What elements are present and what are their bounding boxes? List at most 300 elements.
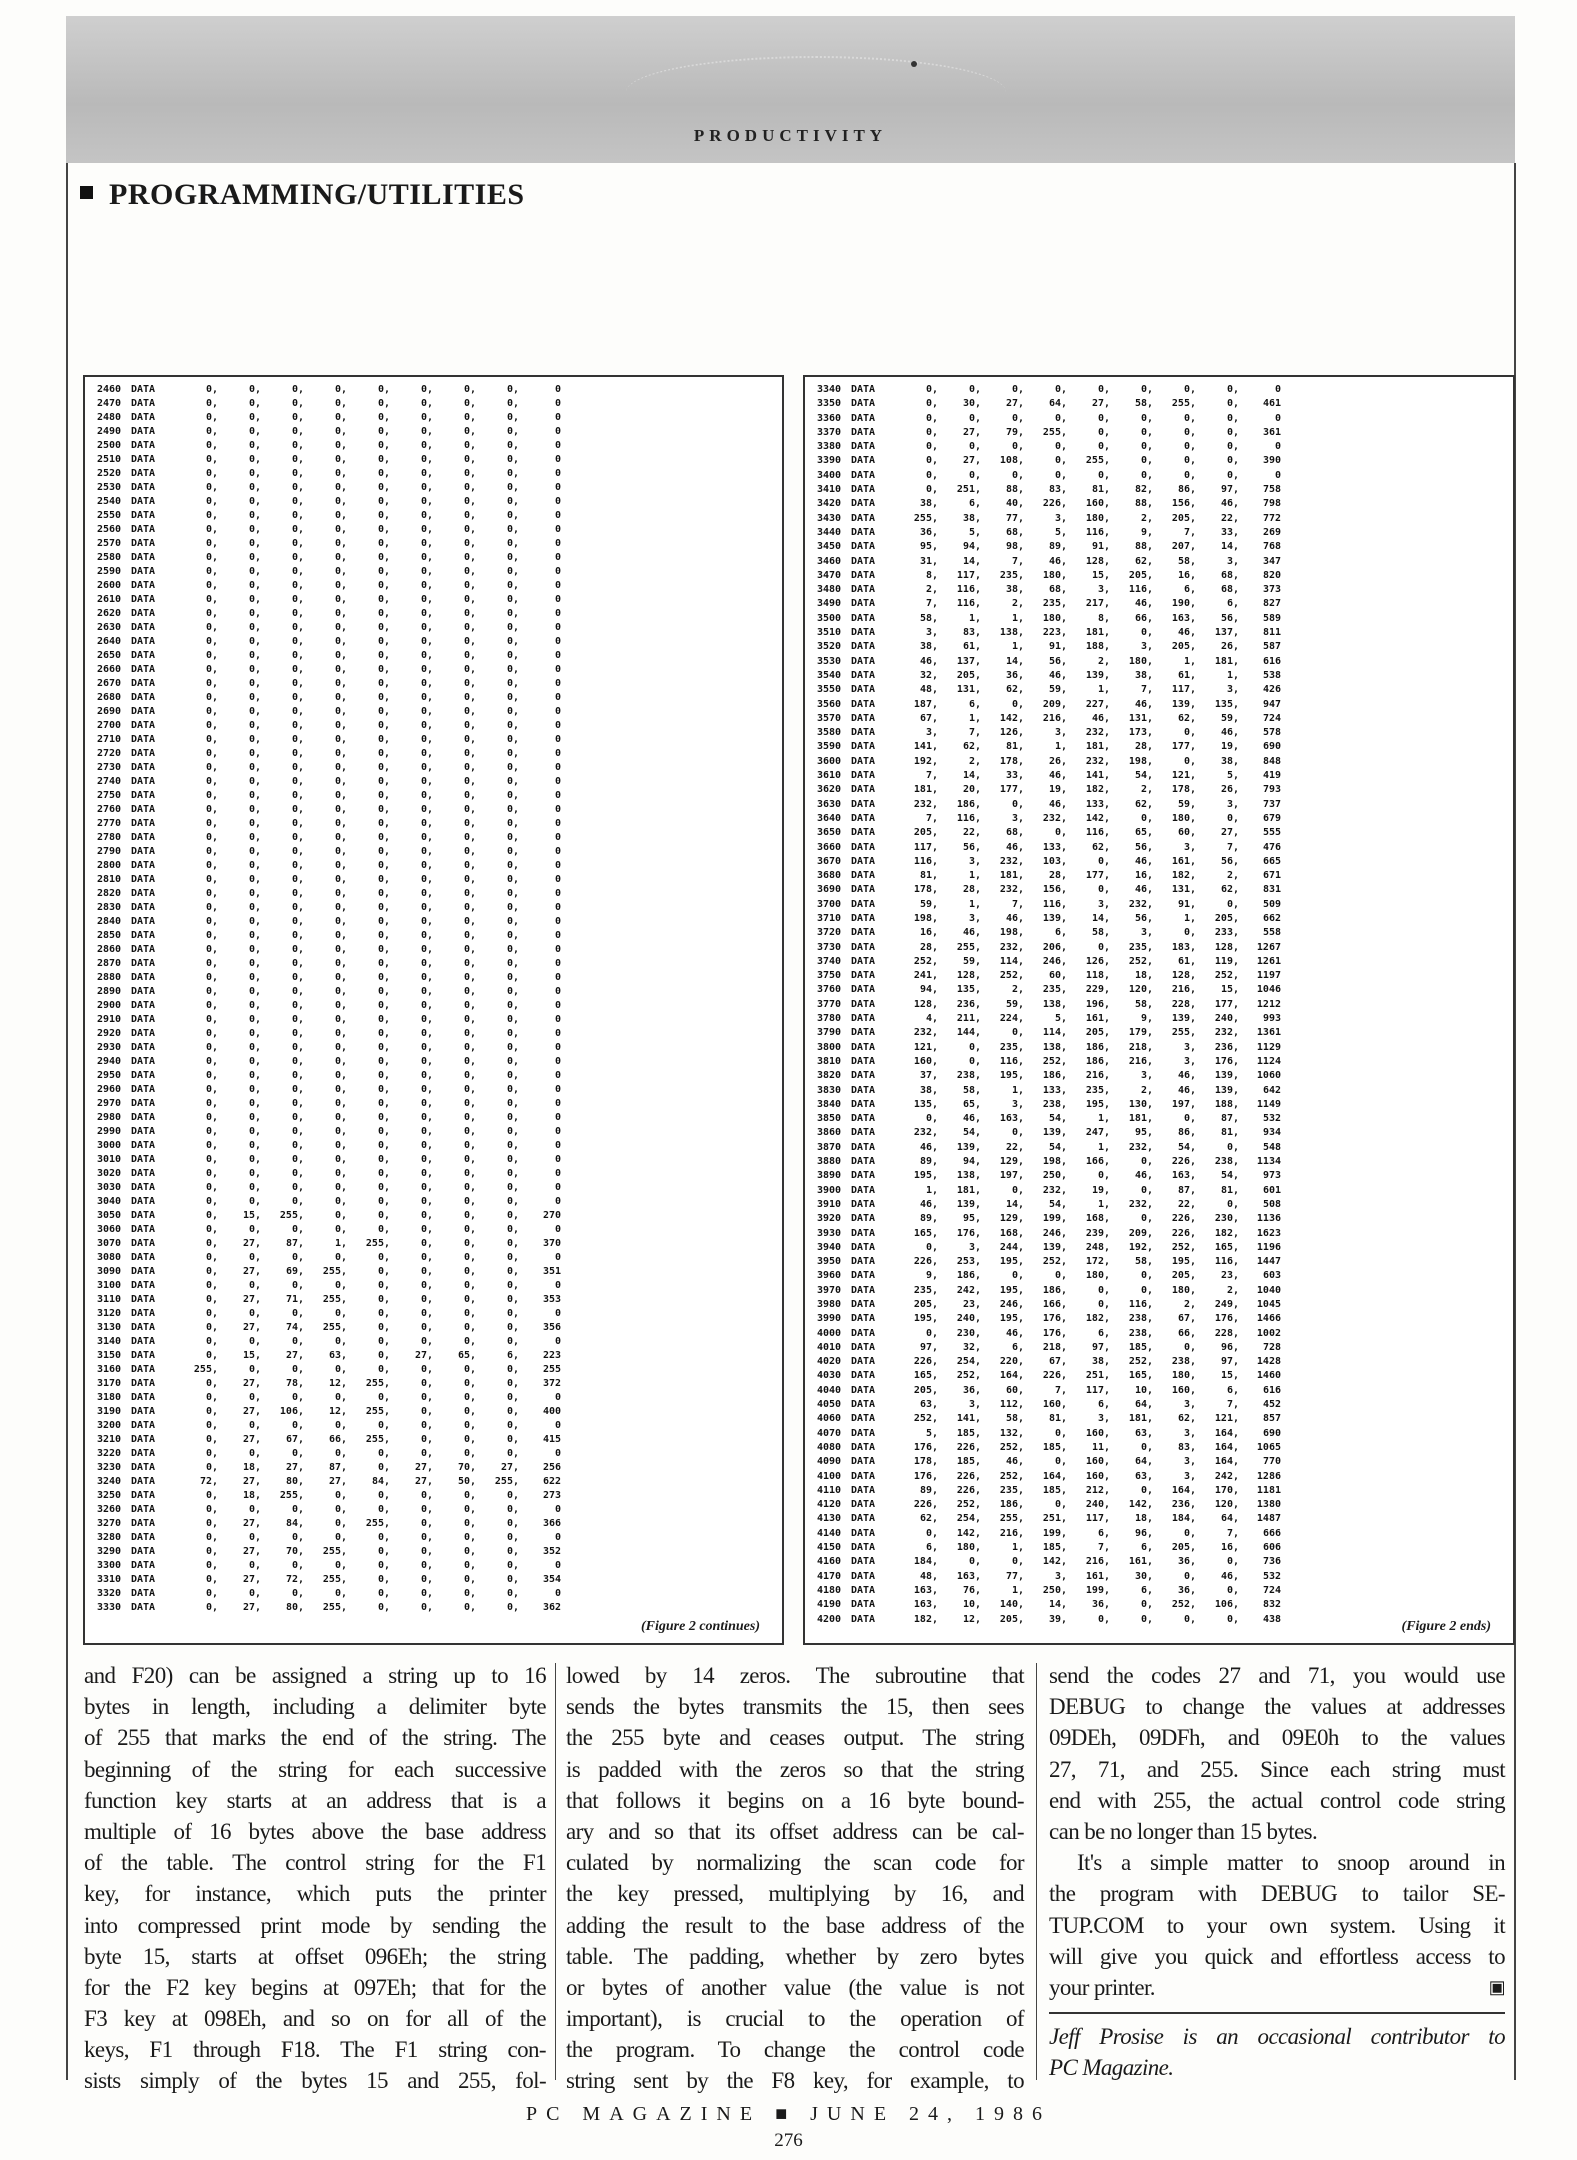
data-keyword: DATA (131, 1168, 156, 1179)
data-byte: 185, (1042, 1484, 1067, 1496)
data-byte: 144, (956, 1027, 981, 1039)
data-byte: 6, (968, 698, 981, 710)
data-byte: 205, (1128, 569, 1153, 581)
data-byte: 0, (205, 538, 218, 549)
checksum: 665 (1262, 855, 1281, 867)
checksum: 538 (1262, 669, 1281, 681)
data-byte: 0, (291, 622, 304, 633)
data-byte: 0, (205, 482, 218, 493)
data-byte: 38, (1005, 584, 1024, 596)
data-byte: 0, (291, 1168, 304, 1179)
listing-row (85, 1545, 782, 1559)
checksum: 772 (1262, 512, 1281, 524)
data-byte: 181, (1085, 741, 1110, 753)
data-byte: 0, (420, 706, 433, 717)
line-number: 3370 (817, 426, 842, 438)
line-number: 3400 (817, 469, 842, 481)
data-byte: 251, (956, 484, 981, 496)
data-byte: 128, (956, 970, 981, 982)
data-byte: 0, (205, 1378, 218, 1389)
data-byte: 46, (962, 1113, 981, 1125)
data-keyword: DATA (131, 1042, 156, 1053)
data-byte: 8, (925, 569, 938, 581)
data-byte: 0, (248, 398, 261, 409)
data-byte: 62, (919, 1513, 938, 1525)
data-keyword: DATA (131, 1210, 156, 1221)
data-byte: 6, (1097, 1327, 1110, 1339)
data-keyword: DATA (131, 1350, 156, 1361)
left-page-rule (66, 163, 68, 2080)
data-byte: 0, (205, 1210, 218, 1221)
data-byte: 116, (999, 1055, 1024, 1067)
data-byte: 176, (1214, 1055, 1239, 1067)
data-byte: 27, (242, 1406, 261, 1417)
data-byte: 0, (463, 566, 476, 577)
data-byte: 0, (248, 692, 261, 703)
data-byte: 3, (968, 1399, 981, 1411)
checksum: 256 (542, 1462, 561, 1473)
data-byte: 5, (925, 1427, 938, 1439)
listing-row (805, 1598, 1513, 1612)
data-keyword: DATA (131, 860, 156, 871)
data-byte: 163, (999, 1113, 1024, 1125)
data-byte: 0, (334, 1392, 347, 1403)
line-number: 2750 (97, 790, 122, 801)
checksum: 372 (542, 1378, 561, 1389)
data-byte: 0, (420, 762, 433, 773)
data-byte: 74, (285, 1322, 304, 1333)
data-keyword: DATA (851, 512, 876, 524)
listing-row (85, 929, 782, 943)
data-byte: 117, (1171, 684, 1196, 696)
data-byte: 0, (248, 1028, 261, 1039)
data-byte: 176, (913, 1441, 938, 1453)
data-byte: 0, (506, 804, 519, 815)
data-byte: 0, (248, 650, 261, 661)
text-line: 27, 71, and 255. Since each string must (1049, 1756, 1505, 1782)
data-byte: 81, (1220, 1184, 1239, 1196)
data-byte: 0, (420, 986, 433, 997)
data-byte: 0, (291, 902, 304, 913)
data-byte: 0, (1140, 1184, 1153, 1196)
data-byte: 82, (1134, 484, 1153, 496)
line-number: 3200 (97, 1420, 122, 1431)
data-byte: 0, (291, 482, 304, 493)
data-byte: 216, (1171, 984, 1196, 996)
data-byte: 0, (205, 1532, 218, 1543)
listing-row (805, 583, 1513, 597)
data-byte: 0, (463, 1224, 476, 1235)
data-byte: 0, (205, 832, 218, 843)
listing-row (85, 859, 782, 873)
data-byte: 0, (420, 384, 433, 395)
listing-row (85, 1027, 782, 1041)
data-byte: 12, (328, 1378, 347, 1389)
data-keyword: DATA (851, 426, 876, 438)
data-byte: 156, (1171, 498, 1196, 510)
checksum: 0 (554, 972, 561, 983)
data-byte: 0, (334, 692, 347, 703)
data-byte: 0, (1226, 412, 1239, 424)
data-byte: 0, (334, 1532, 347, 1543)
data-byte: 0, (334, 748, 347, 759)
data-byte: 0, (377, 706, 390, 717)
data-byte: 9, (925, 1270, 938, 1282)
data-byte: 81, (1048, 1413, 1067, 1425)
data-byte: 0, (205, 1560, 218, 1571)
data-byte: 0, (463, 678, 476, 689)
data-byte: 0, (420, 1280, 433, 1291)
listing-row (805, 1470, 1513, 1484)
data-keyword: DATA (131, 1280, 156, 1291)
data-byte: 226, (956, 1470, 981, 1482)
data-byte: 62, (1177, 1413, 1196, 1425)
checksum: 603 (1262, 1270, 1281, 1282)
data-byte: 1, (968, 870, 981, 882)
text-line: is padded with the zeros so that the string (566, 1756, 1024, 1782)
data-byte: 0, (506, 692, 519, 703)
data-byte: 27, (414, 1476, 433, 1487)
data-byte: 56, (962, 841, 981, 853)
checksum: 0 (554, 748, 561, 759)
checksum: 353 (542, 1294, 561, 1305)
figure-caption: (Figure 2 ends) (1401, 1619, 1491, 1634)
data-byte: 26, (1220, 784, 1239, 796)
data-byte: 232, (999, 884, 1024, 896)
data-byte: 0, (377, 1602, 390, 1613)
data-byte: 0, (1183, 1527, 1196, 1539)
data-byte: 0, (377, 524, 390, 535)
data-byte: 182, (1214, 1227, 1239, 1239)
listing-row (805, 898, 1513, 912)
data-byte: 0, (377, 664, 390, 675)
data-byte: 95, (962, 1213, 981, 1225)
data-byte: 0, (205, 1322, 218, 1333)
data-byte: 46, (1220, 498, 1239, 510)
data-byte: 0, (506, 860, 519, 871)
checksum: 0 (554, 1000, 561, 1011)
data-byte: 0, (291, 594, 304, 605)
line-number: 3490 (817, 598, 842, 610)
data-keyword: DATA (131, 818, 156, 829)
data-byte: 0, (248, 1224, 261, 1235)
checksum: 347 (1262, 555, 1281, 567)
data-byte: 0, (291, 1182, 304, 1193)
data-byte: 181, (1128, 1413, 1153, 1425)
data-byte: 117, (956, 569, 981, 581)
data-byte: 0, (377, 1028, 390, 1039)
data-byte: 252, (1128, 955, 1153, 967)
data-byte: 116, (956, 584, 981, 596)
section-title (80, 178, 525, 212)
checksum: 461 (1262, 398, 1281, 410)
data-byte: 27, (285, 1462, 304, 1473)
listing-row (805, 826, 1513, 840)
data-byte: 180, (1085, 512, 1110, 524)
data-byte: 0, (1140, 1213, 1153, 1225)
listing-row (805, 783, 1513, 797)
data-byte: 0, (377, 1014, 390, 1025)
data-byte: 0, (377, 1392, 390, 1403)
data-byte: 16, (1134, 870, 1153, 882)
data-byte: 0, (248, 1420, 261, 1431)
data-byte: 0, (377, 398, 390, 409)
data-byte: 0, (377, 1168, 390, 1179)
data-byte: 0, (205, 398, 218, 409)
listing-row (805, 1369, 1513, 1383)
data-byte: 62, (1134, 798, 1153, 810)
line-number: 3210 (97, 1434, 122, 1445)
data-byte: 0, (463, 748, 476, 759)
data-byte: 0, (463, 1042, 476, 1053)
data-byte: 0, (205, 1602, 218, 1613)
listing-row (805, 1341, 1513, 1355)
data-byte: 141, (956, 1413, 981, 1425)
data-byte: 0, (334, 944, 347, 955)
data-byte: 0, (205, 510, 218, 521)
checksum: 452 (1262, 1399, 1281, 1411)
listing-row (805, 869, 1513, 883)
data-keyword: DATA (131, 1560, 156, 1571)
data-byte: 65, (1134, 827, 1153, 839)
data-byte: 0, (291, 776, 304, 787)
data-byte: 220, (999, 1356, 1024, 1368)
data-byte: 0, (248, 426, 261, 437)
data-byte: 27, (414, 1350, 433, 1361)
data-byte: 0, (377, 1448, 390, 1459)
data-byte: 0, (334, 1448, 347, 1459)
text-line: bytes in length, including a delimiter byte (84, 1694, 546, 1720)
data-byte: 0, (506, 944, 519, 955)
data-byte: 0, (334, 678, 347, 689)
checksum: 0 (554, 1224, 561, 1235)
data-byte: 186, (956, 798, 981, 810)
data-keyword: DATA (131, 1098, 156, 1109)
header-band (66, 16, 1515, 163)
text-line: key, for instance, which puts the printer (84, 1881, 546, 1907)
data-byte: 0, (377, 482, 390, 493)
data-byte: 0, (506, 384, 519, 395)
data-byte: 28, (1134, 741, 1153, 753)
data-byte: 116, (956, 812, 981, 824)
data-byte: 0, (377, 636, 390, 647)
data-byte: 63, (1134, 1427, 1153, 1439)
listing-row (805, 983, 1513, 997)
data-byte: 0, (248, 608, 261, 619)
data-byte: 1, (1097, 1141, 1110, 1153)
data-byte: 0, (506, 1028, 519, 1039)
data-byte: 2, (1097, 655, 1110, 667)
data-byte: 3, (1011, 1098, 1024, 1110)
line-number: 2540 (97, 496, 122, 507)
data-byte: 192, (1128, 1241, 1153, 1253)
checksum: 269 (1262, 526, 1281, 538)
data-byte: 0, (968, 384, 981, 395)
data-byte: 0, (463, 916, 476, 927)
listing-row (805, 569, 1513, 583)
data-byte: 0, (334, 734, 347, 745)
data-byte: 0, (334, 468, 347, 479)
data-keyword: DATA (851, 1327, 876, 1339)
data-byte: 255, (1042, 426, 1067, 438)
data-byte: 0, (377, 1364, 390, 1375)
data-byte: 0, (1226, 455, 1239, 467)
data-byte: 27, (242, 1518, 261, 1529)
data-byte: 0, (506, 664, 519, 675)
line-number: 4180 (817, 1584, 842, 1596)
data-byte: 239, (1085, 1227, 1110, 1239)
data-byte: 165, (1214, 1241, 1239, 1253)
data-keyword: DATA (131, 1476, 156, 1487)
data-byte: 0, (334, 1098, 347, 1109)
data-byte: 81, (919, 870, 938, 882)
data-keyword: DATA (131, 874, 156, 885)
listing-rows (85, 383, 782, 1615)
listing-row (805, 540, 1513, 554)
text-line: into compressed print mode by sending the (84, 1912, 546, 1938)
data-byte: 216, (1085, 1556, 1110, 1568)
data-byte: 205, (1171, 1542, 1196, 1554)
data-byte: 0, (1183, 1613, 1196, 1625)
listing-row (85, 1237, 782, 1251)
data-byte: 6, (1226, 1384, 1239, 1396)
data-byte: 20, (962, 784, 981, 796)
data-byte: 0, (334, 1224, 347, 1235)
data-byte: 0, (205, 1504, 218, 1515)
checksum: 0 (554, 412, 561, 423)
data-byte: 58, (1177, 555, 1196, 567)
data-byte: 22, (962, 827, 981, 839)
line-number: 3750 (817, 970, 842, 982)
data-byte: 0, (1140, 412, 1153, 424)
listing-row (805, 1212, 1513, 1226)
data-byte: 0, (248, 1280, 261, 1291)
data-byte: 46, (1177, 1070, 1196, 1082)
data-byte: 48, (919, 1570, 938, 1582)
data-byte: 67, (285, 1434, 304, 1445)
data-byte: 0, (420, 916, 433, 927)
figure-caption: (Figure 2 continues) (640, 1619, 760, 1634)
data-byte: 46, (1177, 627, 1196, 639)
data-keyword: DATA (131, 1322, 156, 1333)
line-number: 4020 (817, 1356, 842, 1368)
data-keyword: DATA (131, 706, 156, 717)
data-byte: 0, (205, 622, 218, 633)
checksum: 679 (1262, 812, 1281, 824)
data-byte: 117, (1085, 1513, 1110, 1525)
data-byte: 27, (242, 1546, 261, 1557)
data-byte: 142, (956, 1527, 981, 1539)
line-number: 3430 (817, 512, 842, 524)
data-byte: 0, (248, 720, 261, 731)
data-byte: 0, (377, 958, 390, 969)
data-byte: 80, (285, 1476, 304, 1487)
data-keyword: DATA (851, 1484, 876, 1496)
data-byte: 0, (1140, 812, 1153, 824)
data-byte: 160, (1085, 498, 1110, 510)
data-byte: 0, (248, 1154, 261, 1165)
data-byte: 0, (420, 412, 433, 423)
line-number: 2760 (97, 804, 122, 815)
data-byte: 0, (506, 482, 519, 493)
checksum: 0 (554, 888, 561, 899)
line-number: 4170 (817, 1570, 842, 1582)
data-byte: 0, (420, 1238, 433, 1249)
data-byte: 0, (291, 1280, 304, 1291)
line-number: 4130 (817, 1513, 842, 1525)
data-byte: 0, (1140, 1599, 1153, 1611)
checksum: 737 (1262, 798, 1281, 810)
data-byte: 27, (962, 455, 981, 467)
data-byte: 0, (334, 930, 347, 941)
data-byte: 0, (420, 622, 433, 633)
data-byte: 248, (1085, 1241, 1110, 1253)
data-byte: 0, (377, 1280, 390, 1291)
data-byte: 0, (248, 496, 261, 507)
data-byte: 0, (334, 790, 347, 801)
data-byte: 84, (285, 1518, 304, 1529)
data-byte: 168, (1085, 1213, 1110, 1225)
data-keyword: DATA (131, 1378, 156, 1389)
listing-row (805, 755, 1513, 769)
data-byte: 0, (463, 776, 476, 787)
data-byte: 165, (913, 1227, 938, 1239)
data-byte: 0, (205, 790, 218, 801)
line-number: 3330 (97, 1602, 122, 1613)
data-byte: 0, (463, 650, 476, 661)
page-number: 276 (774, 2130, 803, 2151)
data-byte: 9, (1140, 526, 1153, 538)
data-byte: 72, (199, 1476, 218, 1487)
data-byte: 0, (463, 958, 476, 969)
data-byte: 0, (291, 440, 304, 451)
data-byte: 0, (420, 958, 433, 969)
data-byte: 0, (248, 944, 261, 955)
data-byte: 0, (420, 692, 433, 703)
data-byte: 70, (285, 1546, 304, 1557)
text-line: string sent by the F8 key, for example, to (566, 2068, 1024, 2094)
listing-row (805, 1098, 1513, 1112)
data-byte: 0, (420, 524, 433, 535)
text-line: keys, F1 through F18. The F1 string con- (84, 2037, 546, 2063)
data-byte: 46, (1134, 1170, 1153, 1182)
checksum: 0 (1274, 412, 1281, 424)
data-byte: 5, (1226, 770, 1239, 782)
data-byte: 18, (1134, 970, 1153, 982)
data-byte: 3, (1097, 584, 1110, 596)
data-byte: 168, (999, 1227, 1024, 1239)
data-byte: 0, (506, 1518, 519, 1529)
listing-row (85, 1601, 782, 1615)
data-byte: 0, (205, 1238, 218, 1249)
data-byte: 0, (1011, 441, 1024, 453)
checksum: 0 (554, 874, 561, 885)
listing-row (805, 698, 1513, 712)
data-byte: 0, (334, 510, 347, 521)
listing-row (805, 597, 1513, 611)
line-number: 2900 (97, 1000, 122, 1011)
data-byte: 0, (205, 1000, 218, 1011)
checksum: 1124 (1256, 1055, 1281, 1067)
data-byte: 226, (1171, 1213, 1196, 1225)
listing-row (805, 1141, 1513, 1155)
data-byte: 0, (334, 566, 347, 577)
data-byte: 0, (291, 468, 304, 479)
data-byte: 38, (1220, 755, 1239, 767)
data-byte: 0, (463, 1154, 476, 1165)
data-byte: 0, (506, 1336, 519, 1347)
data-byte: 0, (925, 1113, 938, 1125)
